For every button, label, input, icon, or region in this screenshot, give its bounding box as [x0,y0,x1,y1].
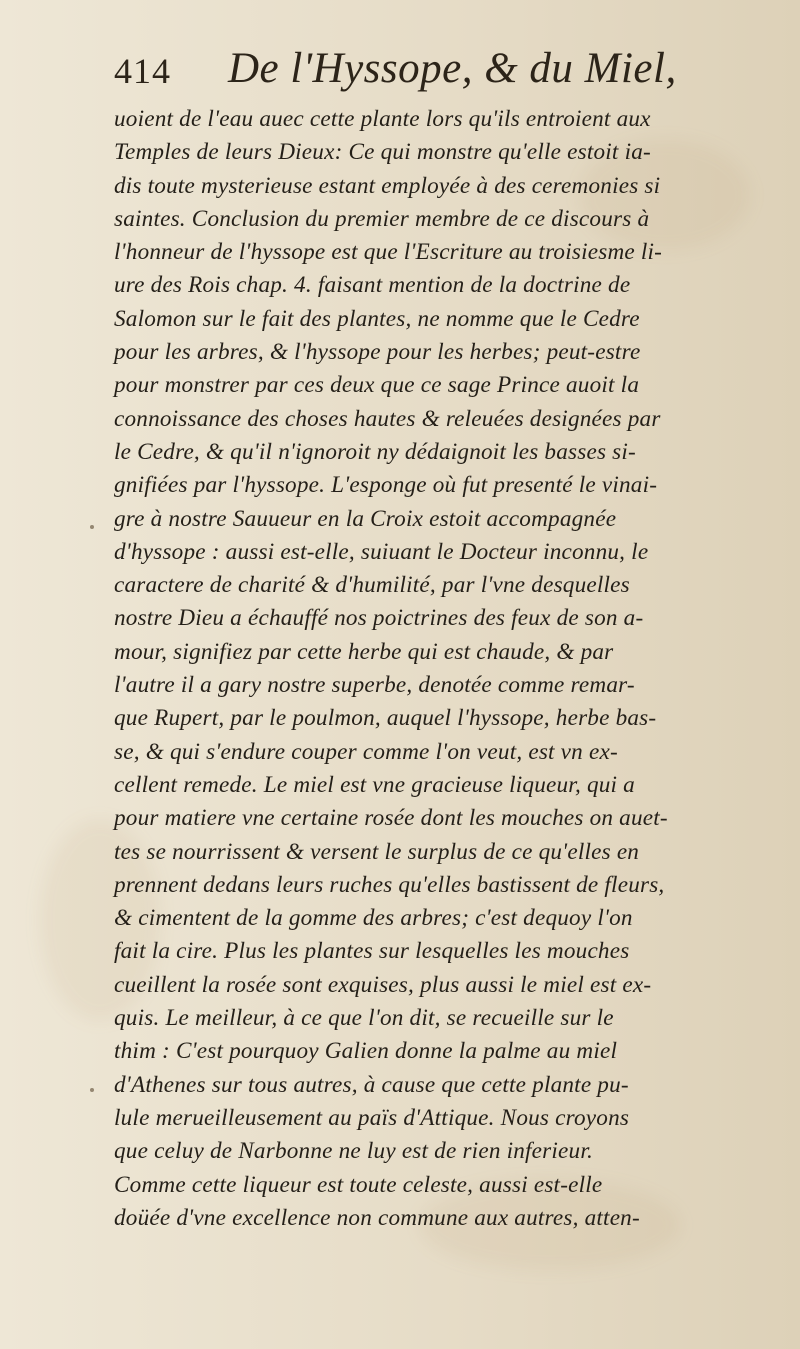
text-line: ure des Rois chap. 4. faisant mention de la doctrine de [114,272,631,299]
text-line: cellent remede. Le miel est vne gracieuse liqueur, qui a [114,771,635,798]
text-line: d'Athenes sur tous autres, à cause que cette plante pu- [114,1071,629,1098]
text-line: pour matiere vne certaine rosée dont les mouches on auet- [114,805,668,832]
text-line: tes se nourrissent & versent le surplus de ce qu'elles en [114,838,640,865]
text-line: nostre Dieu a échauffé nos poictrines des feux de son a- [114,605,644,632]
text-line: pour les arbres, & l'hyssope pour les herbes; peut-estre [114,339,641,366]
text-line: gnifiées par l'hyssope. L'esponge où fut presenté le vinai- [114,472,658,499]
text-line: que Rupert, par le poulmon, auquel l'hyssope, herbe bas- [114,705,657,732]
text-line: le Cedre, & qu'il n'ignoroit ny dédaignoit les basses si- [114,438,636,465]
text-line: l'autre il a gary nostre superbe, denotée comme remar- [114,672,635,699]
text-line: lule merueilleusement au païs d'Attique. Nous croyons [114,1104,630,1131]
text-line: d'hyssope : aussi est-elle, suiuant le Docteur inconnu, le [114,538,649,565]
text-line: se, & qui s'endure couper comme l'on veut, est vn ex- [114,738,618,765]
margin-mark [90,525,94,529]
text-line: Temples de leurs Dieux: Ce qui monstre qu'elle estoit ia- [114,139,651,166]
text-line: & cimentent de la gomme des arbres; c'est dequoy l'on [114,905,633,932]
text-line: fait la cire. Plus les plantes sur lesquelles les mouches [114,938,630,965]
text-line: quis. Le meilleur, à ce que l'on dit, se recueille sur le [114,1005,614,1032]
text-line: pour monstrer par ces deux que ce sage Prince auoit la [114,372,640,399]
text-line: caractere de charité & d'humilité, par l'vne desquelles [114,572,630,599]
text-line: connoissance des choses hautes & releuées designées par [114,405,661,432]
text-line: dis toute mysterieuse estant employée à des ceremonies si [114,172,661,199]
text-line: doüée d'vne excellence non commune aux autres, atten- [114,1204,640,1231]
text-line: saintes. Conclusion du premier membre de ce discours à [114,205,650,232]
text-line: thim : C'est pourquoy Galien donne la palme au miel [114,1038,618,1065]
page-header [112,44,732,96]
page-number: 414 [114,51,171,91]
margin-mark [90,1088,94,1092]
text-line: uoient de l'eau auec cette plante lors qu'ils entroient aux [114,106,651,132]
text-line: gre à nostre Sauueur en la Croix estoit accompagnée [114,505,617,532]
text-line: prennent dedans leurs ruches qu'elles bastissent de fleurs, [114,871,665,898]
body-text [114,103,794,1235]
text-line: mour, signifiez par cette herbe qui est chaude, & par [114,638,614,665]
text-line: Comme cette liqueur est toute celeste, aussi est-elle [114,1171,603,1198]
text-line: l'honneur de l'hyssope est que l'Escriture au troisiesme li- [114,239,663,266]
text-line: Salomon sur le fait des plantes, ne nomme que le Cedre [114,305,640,332]
text-line: cueillent la rosée sont exquises, plus aussi le miel est ex- [114,971,652,998]
text-line: que celuy de Narbonne ne luy est de rien inferieur. [114,1138,593,1165]
running-head: De l'Hyssope, & du Miel, [228,45,677,92]
